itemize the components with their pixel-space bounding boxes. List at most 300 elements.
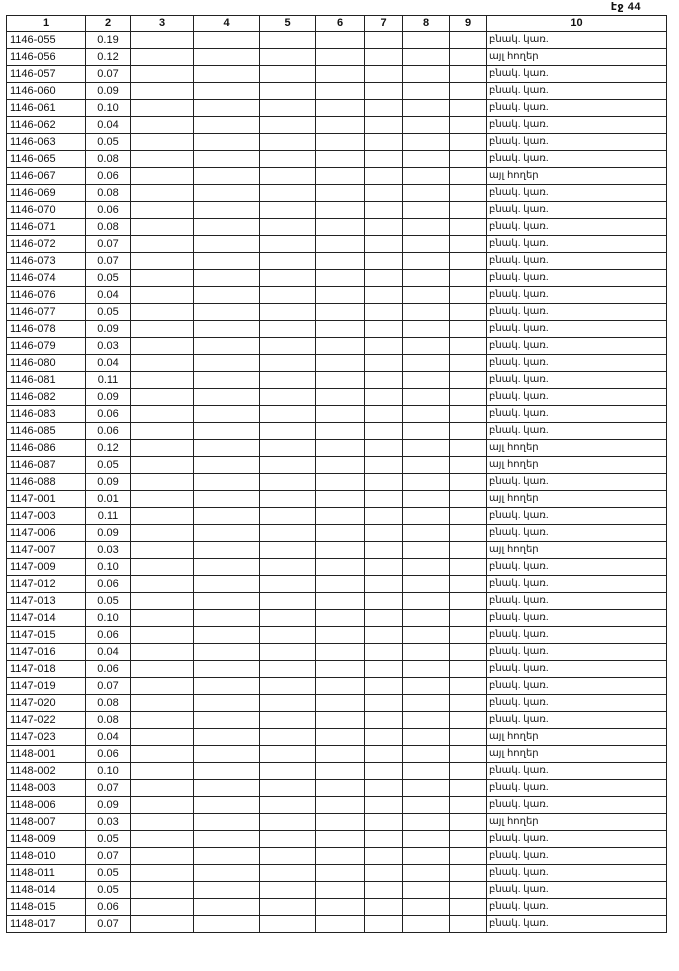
empty-cell xyxy=(365,355,403,372)
empty-cell xyxy=(194,389,260,406)
empty-cell xyxy=(316,219,365,236)
empty-cell xyxy=(365,525,403,542)
empty-cell xyxy=(316,100,365,117)
empty-cell xyxy=(260,219,316,236)
parcel-code-cell: 1146-069 xyxy=(7,185,86,202)
empty-cell xyxy=(131,661,194,678)
area-cell: 0.03 xyxy=(86,542,131,559)
empty-cell xyxy=(260,100,316,117)
empty-cell xyxy=(194,491,260,508)
empty-cell xyxy=(403,100,450,117)
empty-cell xyxy=(403,168,450,185)
empty-cell xyxy=(316,814,365,831)
empty-cell xyxy=(260,321,316,338)
empty-cell xyxy=(403,83,450,100)
empty-cell xyxy=(260,797,316,814)
area-cell: 0.19 xyxy=(86,32,131,49)
table-row xyxy=(7,508,667,525)
table-row xyxy=(7,780,667,797)
empty-cell xyxy=(450,593,487,610)
empty-cell xyxy=(403,695,450,712)
parcel-code-cell: 1147-007 xyxy=(7,542,86,559)
table-row xyxy=(7,32,667,49)
empty-cell xyxy=(403,219,450,236)
empty-cell xyxy=(260,304,316,321)
column-header-8: 8 xyxy=(403,16,450,32)
area-cell: 0.07 xyxy=(86,916,131,933)
empty-cell xyxy=(365,185,403,202)
empty-cell xyxy=(365,797,403,814)
area-cell: 0.07 xyxy=(86,253,131,270)
land-use-cell: բնակ. կառ. xyxy=(487,304,667,321)
empty-cell xyxy=(260,831,316,848)
empty-cell xyxy=(131,474,194,491)
empty-cell xyxy=(450,525,487,542)
empty-cell xyxy=(260,763,316,780)
empty-cell xyxy=(194,797,260,814)
empty-cell xyxy=(194,321,260,338)
land-use-cell: բնակ. կառ. xyxy=(487,32,667,49)
empty-cell xyxy=(194,644,260,661)
empty-cell xyxy=(260,508,316,525)
empty-cell xyxy=(403,253,450,270)
empty-cell xyxy=(450,406,487,423)
column-header-6: 6 xyxy=(316,16,365,32)
empty-cell xyxy=(260,542,316,559)
empty-cell xyxy=(403,780,450,797)
table-row xyxy=(7,270,667,287)
area-cell: 0.06 xyxy=(86,627,131,644)
parcel-code-cell: 1147-018 xyxy=(7,661,86,678)
column-header-7: 7 xyxy=(365,16,403,32)
empty-cell xyxy=(194,423,260,440)
area-cell: 0.10 xyxy=(86,610,131,627)
empty-cell xyxy=(194,287,260,304)
empty-cell xyxy=(194,542,260,559)
empty-cell xyxy=(450,848,487,865)
empty-cell xyxy=(450,695,487,712)
empty-cell xyxy=(316,661,365,678)
empty-cell xyxy=(403,916,450,933)
table-row xyxy=(7,83,667,100)
empty-cell xyxy=(131,440,194,457)
empty-cell xyxy=(365,882,403,899)
empty-cell xyxy=(365,678,403,695)
table-row xyxy=(7,882,667,899)
table-row xyxy=(7,695,667,712)
table-row xyxy=(7,49,667,66)
empty-cell xyxy=(450,831,487,848)
parcel-code-cell: 1146-081 xyxy=(7,372,86,389)
land-use-cell: բնակ. կառ. xyxy=(487,253,667,270)
empty-cell xyxy=(365,151,403,168)
parcel-code-cell: 1146-061 xyxy=(7,100,86,117)
land-use-cell: բնակ. կառ. xyxy=(487,423,667,440)
empty-cell xyxy=(194,814,260,831)
empty-cell xyxy=(260,712,316,729)
land-use-cell: բնակ. կառ. xyxy=(487,678,667,695)
empty-cell xyxy=(450,66,487,83)
empty-cell xyxy=(131,134,194,151)
land-use-cell: բնակ. կառ. xyxy=(487,372,667,389)
area-cell: 0.08 xyxy=(86,185,131,202)
empty-cell xyxy=(131,899,194,916)
empty-cell xyxy=(365,202,403,219)
empty-cell xyxy=(131,627,194,644)
empty-cell xyxy=(365,695,403,712)
parcel-code-cell: 1146-088 xyxy=(7,474,86,491)
table-row xyxy=(7,474,667,491)
table-row xyxy=(7,287,667,304)
land-use-cell: բնակ. կառ. xyxy=(487,712,667,729)
empty-cell xyxy=(316,525,365,542)
parcel-code-cell: 1147-001 xyxy=(7,491,86,508)
table-row xyxy=(7,848,667,865)
empty-cell xyxy=(365,134,403,151)
empty-cell xyxy=(194,508,260,525)
empty-cell xyxy=(316,899,365,916)
empty-cell xyxy=(260,372,316,389)
table-row xyxy=(7,100,667,117)
table-body xyxy=(7,32,667,933)
table-row xyxy=(7,134,667,151)
land-use-cell: բնակ. կառ. xyxy=(487,661,667,678)
empty-cell xyxy=(403,559,450,576)
empty-cell xyxy=(403,746,450,763)
empty-cell xyxy=(131,287,194,304)
empty-cell xyxy=(194,168,260,185)
area-cell: 0.05 xyxy=(86,593,131,610)
empty-cell xyxy=(365,338,403,355)
empty-cell xyxy=(450,134,487,151)
empty-cell xyxy=(260,168,316,185)
parcel-code-cell: 1147-006 xyxy=(7,525,86,542)
empty-cell xyxy=(260,253,316,270)
parcel-code-cell: 1146-077 xyxy=(7,304,86,321)
empty-cell xyxy=(450,253,487,270)
empty-cell xyxy=(131,593,194,610)
table-row xyxy=(7,712,667,729)
empty-cell xyxy=(316,627,365,644)
empty-cell xyxy=(450,797,487,814)
empty-cell xyxy=(260,338,316,355)
empty-cell xyxy=(194,610,260,627)
land-use-cell: բնակ. կառ. xyxy=(487,576,667,593)
land-use-cell: բնակ. կառ. xyxy=(487,134,667,151)
empty-cell xyxy=(316,134,365,151)
area-cell: 0.03 xyxy=(86,338,131,355)
land-use-cell: բնակ. կառ. xyxy=(487,355,667,372)
empty-cell xyxy=(403,814,450,831)
empty-cell xyxy=(403,797,450,814)
empty-cell xyxy=(403,287,450,304)
area-cell: 0.05 xyxy=(86,882,131,899)
land-use-cell: բնակ. կառ. xyxy=(487,695,667,712)
empty-cell xyxy=(316,780,365,797)
column-header-9: 9 xyxy=(450,16,487,32)
land-use-cell: բնակ. կառ. xyxy=(487,100,667,117)
empty-cell xyxy=(316,508,365,525)
land-use-cell: բնակ. կառ. xyxy=(487,644,667,661)
empty-cell xyxy=(131,542,194,559)
area-cell: 0.04 xyxy=(86,287,131,304)
land-use-cell: բնակ. կառ. xyxy=(487,508,667,525)
land-use-cell: բնակ. կառ. xyxy=(487,270,667,287)
empty-cell xyxy=(450,627,487,644)
area-cell: 0.09 xyxy=(86,797,131,814)
table-row xyxy=(7,865,667,882)
empty-cell xyxy=(194,865,260,882)
empty-cell xyxy=(260,134,316,151)
empty-cell xyxy=(131,559,194,576)
empty-cell xyxy=(365,916,403,933)
empty-cell xyxy=(194,83,260,100)
parcel-code-cell: 1146-070 xyxy=(7,202,86,219)
area-cell: 0.05 xyxy=(86,270,131,287)
empty-cell xyxy=(403,151,450,168)
empty-cell xyxy=(450,219,487,236)
empty-cell xyxy=(316,66,365,83)
empty-cell xyxy=(316,474,365,491)
empty-cell xyxy=(403,372,450,389)
empty-cell xyxy=(403,525,450,542)
empty-cell xyxy=(316,440,365,457)
table-row xyxy=(7,219,667,236)
empty-cell xyxy=(131,525,194,542)
empty-cell xyxy=(365,168,403,185)
empty-cell xyxy=(131,355,194,372)
empty-cell xyxy=(316,49,365,66)
empty-cell xyxy=(131,32,194,49)
table-row xyxy=(7,831,667,848)
empty-cell xyxy=(131,389,194,406)
empty-cell xyxy=(260,576,316,593)
parcel-code-cell: 1146-087 xyxy=(7,457,86,474)
land-use-cell: բնակ. կառ. xyxy=(487,559,667,576)
area-cell: 0.11 xyxy=(86,508,131,525)
empty-cell xyxy=(316,542,365,559)
empty-cell xyxy=(260,457,316,474)
parcel-code-cell: 1148-006 xyxy=(7,797,86,814)
empty-cell xyxy=(316,270,365,287)
empty-cell xyxy=(131,695,194,712)
land-use-cell: բնակ. կառ. xyxy=(487,763,667,780)
empty-cell xyxy=(131,508,194,525)
empty-cell xyxy=(450,321,487,338)
empty-cell xyxy=(403,491,450,508)
area-cell: 0.09 xyxy=(86,83,131,100)
empty-cell xyxy=(450,236,487,253)
empty-cell xyxy=(131,797,194,814)
empty-cell xyxy=(131,338,194,355)
parcel-code-cell: 1146-078 xyxy=(7,321,86,338)
land-use-cell: բնակ. կառ. xyxy=(487,185,667,202)
empty-cell xyxy=(316,389,365,406)
column-header-4: 4 xyxy=(194,16,260,32)
land-use-cell: բնակ. կառ. xyxy=(487,202,667,219)
area-cell: 0.03 xyxy=(86,814,131,831)
land-use-cell: բնակ. կառ. xyxy=(487,474,667,491)
empty-cell xyxy=(260,525,316,542)
table-row xyxy=(7,202,667,219)
empty-cell xyxy=(194,899,260,916)
empty-cell xyxy=(316,576,365,593)
empty-cell xyxy=(365,491,403,508)
table-row xyxy=(7,491,667,508)
parcel-code-cell: 1147-016 xyxy=(7,644,86,661)
area-cell: 0.04 xyxy=(86,644,131,661)
empty-cell xyxy=(131,831,194,848)
empty-cell xyxy=(450,168,487,185)
empty-cell xyxy=(260,355,316,372)
empty-cell xyxy=(365,457,403,474)
parcel-code-cell: 1146-086 xyxy=(7,440,86,457)
empty-cell xyxy=(365,814,403,831)
area-cell: 0.06 xyxy=(86,423,131,440)
empty-cell xyxy=(365,865,403,882)
area-cell: 0.07 xyxy=(86,780,131,797)
empty-cell xyxy=(131,814,194,831)
empty-cell xyxy=(194,440,260,457)
empty-cell xyxy=(365,474,403,491)
table-row xyxy=(7,321,667,338)
parcel-code-cell: 1146-071 xyxy=(7,219,86,236)
empty-cell xyxy=(450,712,487,729)
empty-cell xyxy=(131,49,194,66)
empty-cell xyxy=(450,270,487,287)
land-use-cell: բնակ. կառ. xyxy=(487,865,667,882)
empty-cell xyxy=(260,593,316,610)
empty-cell xyxy=(403,338,450,355)
area-cell: 0.05 xyxy=(86,457,131,474)
empty-cell xyxy=(131,117,194,134)
empty-cell xyxy=(316,644,365,661)
empty-cell xyxy=(403,117,450,134)
area-cell: 0.07 xyxy=(86,236,131,253)
area-cell: 0.06 xyxy=(86,576,131,593)
empty-cell xyxy=(365,100,403,117)
table-row xyxy=(7,457,667,474)
empty-cell xyxy=(403,712,450,729)
empty-cell xyxy=(260,644,316,661)
empty-cell xyxy=(194,355,260,372)
empty-cell xyxy=(131,236,194,253)
parcel-code-cell: 1147-013 xyxy=(7,593,86,610)
column-header-1: 1 xyxy=(7,16,86,32)
empty-cell xyxy=(316,32,365,49)
empty-cell xyxy=(316,423,365,440)
empty-cell xyxy=(403,185,450,202)
empty-cell xyxy=(316,712,365,729)
empty-cell xyxy=(260,117,316,134)
empty-cell xyxy=(131,610,194,627)
empty-cell xyxy=(260,66,316,83)
table-row xyxy=(7,389,667,406)
land-use-cell: բնակ. կառ. xyxy=(487,389,667,406)
land-use-cell: բնակ. կառ. xyxy=(487,338,667,355)
empty-cell xyxy=(260,406,316,423)
table-row xyxy=(7,525,667,542)
empty-cell xyxy=(194,729,260,746)
empty-cell xyxy=(131,423,194,440)
land-use-cell: այլ հողեր xyxy=(487,729,667,746)
empty-cell xyxy=(365,219,403,236)
parcel-code-cell: 1146-065 xyxy=(7,151,86,168)
parcel-code-cell: 1148-014 xyxy=(7,882,86,899)
parcel-code-cell: 1148-011 xyxy=(7,865,86,882)
table-row xyxy=(7,576,667,593)
empty-cell xyxy=(450,338,487,355)
empty-cell xyxy=(365,253,403,270)
empty-cell xyxy=(450,644,487,661)
area-cell: 0.06 xyxy=(86,202,131,219)
parcel-code-cell: 1146-080 xyxy=(7,355,86,372)
empty-cell xyxy=(450,780,487,797)
empty-cell xyxy=(365,406,403,423)
land-use-cell: բնակ. կառ. xyxy=(487,848,667,865)
empty-cell xyxy=(194,151,260,168)
empty-cell xyxy=(260,865,316,882)
empty-cell xyxy=(403,270,450,287)
table-row xyxy=(7,814,667,831)
empty-cell xyxy=(131,678,194,695)
area-cell: 0.06 xyxy=(86,661,131,678)
empty-cell xyxy=(316,83,365,100)
parcel-code-cell: 1148-009 xyxy=(7,831,86,848)
table-row xyxy=(7,440,667,457)
empty-cell xyxy=(131,372,194,389)
table-row xyxy=(7,117,667,134)
parcel-code-cell: 1146-073 xyxy=(7,253,86,270)
table-row xyxy=(7,763,667,780)
empty-cell xyxy=(403,355,450,372)
parcel-code-cell: 1148-010 xyxy=(7,848,86,865)
empty-cell xyxy=(403,729,450,746)
empty-cell xyxy=(316,372,365,389)
parcel-code-cell: 1146-072 xyxy=(7,236,86,253)
empty-cell xyxy=(194,763,260,780)
empty-cell xyxy=(450,49,487,66)
empty-cell xyxy=(260,491,316,508)
parcel-code-cell: 1146-063 xyxy=(7,134,86,151)
empty-cell xyxy=(260,661,316,678)
empty-cell xyxy=(450,882,487,899)
empty-cell xyxy=(365,780,403,797)
column-header-5: 5 xyxy=(260,16,316,32)
empty-cell xyxy=(403,899,450,916)
empty-cell xyxy=(403,457,450,474)
empty-cell xyxy=(194,661,260,678)
land-use-cell: բնակ. կառ. xyxy=(487,287,667,304)
empty-cell xyxy=(260,729,316,746)
area-cell: 0.12 xyxy=(86,440,131,457)
land-use-cell: այլ հողեր xyxy=(487,814,667,831)
table-row xyxy=(7,593,667,610)
empty-cell xyxy=(365,32,403,49)
empty-cell xyxy=(403,134,450,151)
empty-cell xyxy=(403,865,450,882)
empty-cell xyxy=(316,491,365,508)
empty-cell xyxy=(194,678,260,695)
empty-cell xyxy=(403,848,450,865)
empty-cell xyxy=(194,49,260,66)
empty-cell xyxy=(194,593,260,610)
empty-cell xyxy=(365,848,403,865)
empty-cell xyxy=(365,559,403,576)
empty-cell xyxy=(316,797,365,814)
empty-cell xyxy=(403,321,450,338)
empty-cell xyxy=(131,253,194,270)
